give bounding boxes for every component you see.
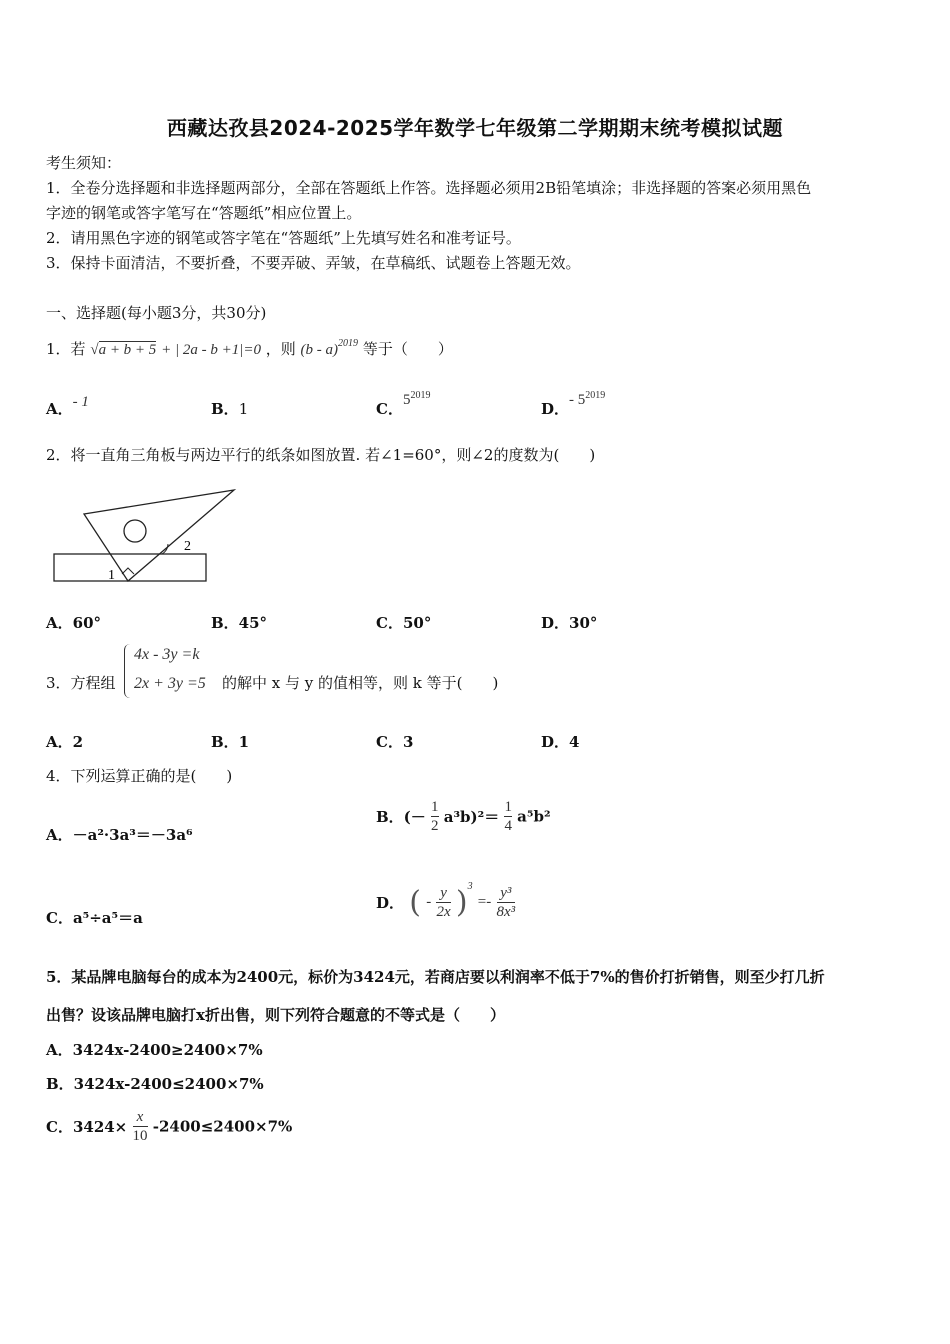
- q1-tail: 等于（ ）: [362, 340, 453, 358]
- q2-option-b[interactable]: B．45°: [211, 614, 268, 632]
- notice-item-1b: 字迹的钢笔或答字笔写在“答题纸”相应位置上。: [46, 204, 362, 222]
- triangle-ruler: [84, 490, 234, 581]
- q3-equation-2: 2x + 3y =5: [134, 675, 206, 692]
- q3-option-d[interactable]: D．4: [541, 733, 580, 751]
- question-2: 2．将一直角三角板与两边平行的纸条如图放置. 若∠1=60°，则∠2的度数为( ): [46, 446, 596, 464]
- notice-item-1a: 1．全卷分选择题和非选择题两部分，全部在答题纸上作答。选择题必须用2B铅笔填涂；非选择题的答案必须用黑色: [46, 179, 812, 197]
- notice-item-3: 3．保持卡面清洁，不要折叠，不要弄破、弄皱，在草稿纸、试题卷上答题无效。: [46, 254, 581, 272]
- q5-line-2: 出售？设该品牌电脑打x折出售，则下列符合题意的不等式是（ ）: [46, 1006, 505, 1024]
- q5-option-c[interactable]: C．3424× $\frac{x}{10}$ -2400≤2400×7%: [46, 1109, 293, 1144]
- right-angle-mark: [122, 568, 134, 574]
- q5-option-a[interactable]: A．3424x-2400≥2400×7%: [46, 1041, 263, 1059]
- q3-number: 3．方程组: [46, 674, 116, 692]
- q2-option-d[interactable]: D．30°: [541, 614, 598, 632]
- notice-heading: 考生须知：: [46, 154, 122, 172]
- q4-option-a[interactable]: A．－a²·3a³＝－3a⁶: [46, 826, 193, 844]
- q3-option-b[interactable]: B．1: [211, 733, 250, 751]
- section-heading: 一、选择题(每小题3分，共30分): [46, 304, 267, 322]
- question-1: 1．若 √a + b + 5 + | 2a - b +1|=0 ，则 (b - a)$^{2019}$ 等于（ ）: [46, 338, 453, 358]
- q1-option-d[interactable]: D．- $5^{2019}$: [541, 390, 606, 418]
- q1-expression: + | 2a - b +1|=0: [161, 342, 261, 358]
- angle-1-label: 1: [108, 568, 115, 583]
- q1-base: (b - a): [300, 342, 339, 358]
- q2-option-a[interactable]: A．60°: [46, 614, 102, 632]
- q5-line-1: 5．某品牌电脑每台的成本为2400元，标价为3424元，若商店要以利润率不低于7%的售价打折销售，则至少打几折: [46, 968, 825, 986]
- q3-equation-1: 4x - 3y =k: [134, 646, 200, 663]
- q4-option-b[interactable]: B．(－ $\frac{1}{2}$ a³b)²＝ $\frac{1}{4}$ a⁵b²: [376, 799, 551, 834]
- q2-option-c[interactable]: C．50°: [376, 614, 432, 632]
- triangle-hole: [124, 520, 146, 542]
- q1-option-b[interactable]: B．1: [211, 400, 249, 418]
- q5-option-b[interactable]: B．3424x-2400≤2400×7%: [46, 1075, 264, 1093]
- q2-figure: [50, 486, 240, 586]
- q4-option-d[interactable]: D． ( - $\frac{y}{2x}$ )$^3$ =- $\frac{\text{y³}}{\text{8x³}}$: [376, 880, 516, 920]
- q1-radicand: a + b + 5: [98, 342, 157, 358]
- q1-option-c[interactable]: C．$5^{2019}$: [376, 390, 431, 418]
- notice-item-2: 2．请用黑色字迹的钢笔或答字笔在“答题纸”上先填写姓名和准考证号。: [46, 229, 521, 247]
- q3-brace: [124, 644, 131, 698]
- q1-exponent: 2019: [338, 338, 359, 349]
- q3-option-a[interactable]: A．2: [46, 733, 84, 751]
- q1-option-a[interactable]: A．- 1: [46, 394, 89, 418]
- paper-strip: [54, 554, 206, 581]
- q1-number: 1．若: [46, 340, 86, 358]
- angle-2-label: 2: [184, 539, 191, 554]
- q4-option-c[interactable]: C．a⁵÷a⁵＝a: [46, 909, 143, 927]
- page-title: 西藏达孜县2024-2025学年数学七年级第二学期期末统考模拟试题: [166, 116, 784, 140]
- q1-then: ，则: [265, 340, 296, 358]
- question-4: 4．下列运算正确的是( ): [46, 767, 233, 785]
- q3-tail: 的解中 x 与 y 的值相等，则 k 等于( ): [222, 674, 499, 692]
- q3-option-c[interactable]: C．3: [376, 733, 414, 751]
